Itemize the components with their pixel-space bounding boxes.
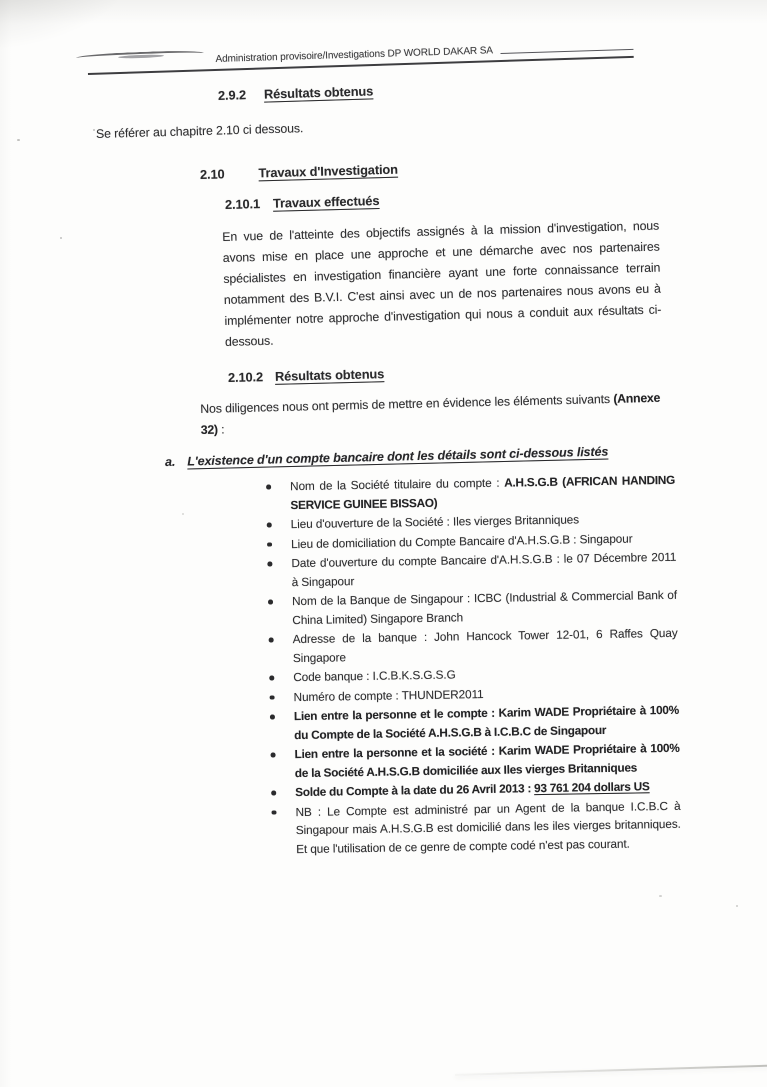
- list-item: [295, 796, 681, 858]
- section-number: 2.10.2: [227, 369, 264, 385]
- reference-paragraph: Se référer au chapitre 2.10 ci dessous.: [95, 121, 304, 141]
- text-run: Lien entre la personne et la société : Karim WADE Propriétaire à 100% de la Société A.H.S.G.B domiciliée aux Iles vierges Britanniques: [294, 740, 680, 780]
- section-number: 2.9.2: [217, 87, 247, 103]
- section-heading-2-9-2: [218, 72, 767, 103]
- section-number: 2.10: [199, 166, 225, 182]
- item-a-heading: [165, 441, 767, 469]
- section-heading-2-10-2: [228, 357, 767, 385]
- text-run: Nom de la Banque de Singapour : ICBC (Industrial & Commercial Bank of China Limited) Singapore Branch: [291, 587, 678, 627]
- list-item: [294, 739, 680, 782]
- text-run: (Annexe 32): [200, 390, 661, 437]
- item-a-title: L'existence d'un compte bancaire dont les détails sont ci-dessous listés: [187, 444, 609, 469]
- section-title: Travaux effectués: [272, 192, 380, 211]
- list-item: [294, 701, 680, 744]
- list-item: [290, 471, 676, 514]
- section-heading-2-10-1: [225, 183, 767, 212]
- text-run: Solde du Compte à la date du 26 Avril 2013 :: [295, 781, 535, 800]
- text-run: Adresse de la banque : John Hancock Tower 12-01, 6 Raffes Quay Singapore: [292, 625, 678, 665]
- list-item: [292, 624, 678, 667]
- list-item: [291, 548, 677, 591]
- account-details-list: [0, 471, 681, 863]
- item-a-label: a.: [164, 454, 176, 469]
- header-tail-rule: [501, 49, 634, 54]
- text-run: Code banque : I.C.B.K.S.G.S.G: [293, 667, 456, 685]
- text-run: NB : Le Compte est administré par un Agent de la banque I.C.B.C à Singapour mais A.H.S.G.B est domicilié dans les iles vierges britanniques. Et que l'utilisation de ce genre de compte codé n'est pas courant.: [295, 798, 681, 856]
- header-title: Administration provisoire/Investigations DP WORLD DAKAR SA: [215, 45, 494, 65]
- section-number: 2.10.1: [224, 196, 261, 212]
- text-run: Date d'ouverture du compte Bancaire d'A.H.S.G.B : le 07 Décembre 2011 à Singapour: [291, 549, 677, 589]
- text-run: :: [217, 422, 225, 437]
- section-title: Résultats obtenus: [263, 83, 374, 102]
- text-run: Lieu de domiciliation du Compte Bancaire d'A.H.S.G.B : Singapour: [290, 531, 633, 551]
- list-item: [292, 586, 678, 629]
- diligences-paragraph: [200, 388, 661, 441]
- section-title: Résultats obtenus: [274, 366, 385, 384]
- text-run: A.H.S.G.B (AFRICAN HANDING SERVICE GUINEE BISSAO): [290, 472, 676, 512]
- section-heading-2-10: [200, 152, 767, 182]
- text-run: 93 761 204 dollars US: [534, 779, 650, 796]
- travaux-effectues-paragraph: En vue de l'atteinte des objectifs assignés à la mission d'investigation, nous avons mise en place une approche et une démarche avec nos partenaires spécialistes en investigation financière ayant une forte connaissance terrain notamment des B.V.I. C'est ainsi avec un de nos partenaires nous avons eu à implémenter notre approche d'investigation qui nous a conduit aux résultats ci-dessous.: [222, 218, 662, 349]
- page-header: [87, 41, 633, 75]
- text-run: Lien entre la personne et le compte : Karim WADE Propriétaire à 100% du Compte de la Société A.H.S.G.B à I.C.B.C de Singapour: [293, 702, 679, 742]
- section-title: Travaux d'Investigation: [258, 161, 399, 181]
- text-run: Nom de la Société titulaire du compte :: [289, 475, 505, 494]
- text-run: Lieu d'ouverture de la Société : Iles vierges Britanniques: [290, 512, 580, 532]
- text-run: Nos diligences nous ont permis de mettre en évidence les éléments suivants: [200, 391, 614, 416]
- text-run: Numéro de compte : THUNDER2011: [293, 686, 484, 704]
